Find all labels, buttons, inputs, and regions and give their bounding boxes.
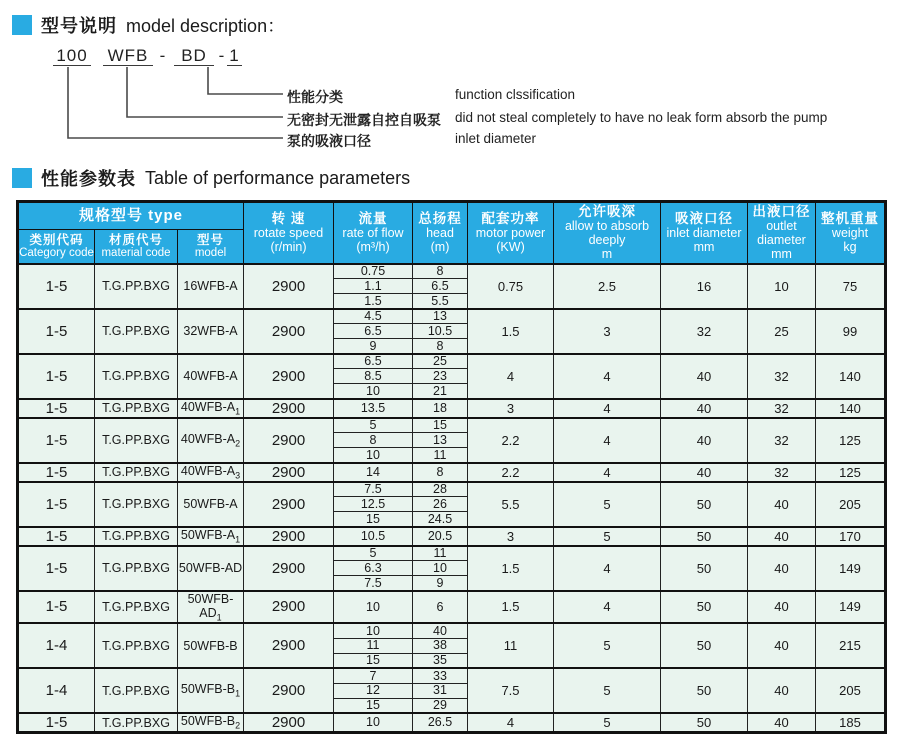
power-cell: 4 [468,354,554,399]
flow-cell: 13.5 [334,399,413,418]
model-cell: 40WFB-A [178,354,244,399]
header-type-en: type [148,206,184,224]
suction-cell: 4 [554,399,661,418]
category-cell: 1-5 [18,463,95,482]
material-cell: T.G.PP.BXG [95,668,178,713]
flow-cell: 12 [334,683,413,698]
speed-cell: 2900 [244,354,334,399]
head-cell: 31 [413,683,468,698]
head-cell: 11 [413,448,468,463]
power-cell: 2.2 [468,463,554,482]
outlet-cell: 40 [748,546,816,591]
speed-cell: 2900 [244,482,334,527]
inlet-cell: 40 [661,463,748,482]
material-cell: T.G.PP.BXG [95,309,178,354]
power-cell: 5.5 [468,482,554,527]
header-type-cn: 规格型号 [78,206,143,224]
flow-cell: 4.5 [334,309,413,324]
legend-cn-inlet-diameter: 泵的吸液口径 [287,133,371,149]
flow-cell: 7.5 [334,576,413,591]
power-cell: 4 [468,713,554,733]
head-cell: 26 [413,497,468,512]
material-cell: T.G.PP.BXG [95,591,178,624]
table-row [18,354,886,369]
category-cell: 1-5 [18,399,95,418]
head-cell: 15 [413,418,468,433]
head-cell: 11 [413,546,468,561]
category-cell: 1-5 [18,309,95,354]
legend-en-inlet-diameter: inlet diameter [455,131,537,146]
head-cell: 8 [413,463,468,482]
inlet-cell: 40 [661,399,748,418]
suction-cell: 4 [554,591,661,624]
power-cell: 1.5 [468,591,554,624]
weight-cell: 140 [816,399,886,418]
outlet-cell: 40 [748,668,816,713]
model-code-part: WFB [103,46,153,66]
legend-en-pump-type: did not steal completely to have no leak form absorb the pump [455,110,828,125]
inlet-cell: 50 [661,546,748,591]
flow-cell: 14 [334,463,413,482]
table-row [18,463,886,482]
weight-cell: 185 [816,713,886,733]
head-cell: 10 [413,561,468,576]
header-weight: 整机重量 weight kg [816,202,886,264]
suction-cell: 4 [554,354,661,399]
head-cell: 8 [413,264,468,279]
model-cell: $40WFB-A_1$ [178,399,244,418]
power-cell: 2.2 [468,418,554,463]
head-cell: 8 [413,339,468,354]
legend-cn-function-class: 性能分类 [287,89,343,105]
category-cell: 1-4 [18,668,95,713]
head-cell: 9 [413,576,468,591]
material-cell: T.G.PP.BXG [95,713,178,733]
flow-cell: 15 [334,653,413,668]
weight-cell: 140 [816,354,886,399]
power-cell: 3 [468,527,554,546]
speed-cell: 2900 [244,591,334,624]
performance-table [16,200,887,734]
head-cell: 13 [413,433,468,448]
material-cell: T.G.PP.BXG [95,623,178,668]
flow-cell: 6.5 [334,354,413,369]
legend-en-function-class: function clssification [455,87,576,102]
power-cell: 0.75 [468,264,554,309]
model-description-title [12,12,285,38]
head-cell: 6 [413,591,468,624]
weight-cell: 75 [816,264,886,309]
outlet-cell: 32 [748,418,816,463]
table-header [18,202,886,264]
speed-cell: 2900 [244,399,334,418]
speed-cell: 2900 [244,264,334,309]
table-row [18,399,886,418]
head-cell: 21 [413,384,468,399]
flow-cell: 10.5 [334,527,413,546]
weight-cell: 125 [816,418,886,463]
weight-cell: 149 [816,546,886,591]
inlet-cell: 50 [661,482,748,527]
flow-cell: 10 [334,591,413,624]
blue-square-bullet-icon [12,15,32,35]
head-cell: 23 [413,369,468,384]
flow-cell: 10 [334,623,413,638]
model-code-dash: - [159,46,167,65]
table-row [18,623,886,638]
material-cell: T.G.PP.BXG [95,546,178,591]
header-category-code: 类别代码 Category code [18,230,95,264]
inlet-cell: 40 [661,418,748,463]
performance-table-body [18,264,886,733]
head-cell: 40 [413,623,468,638]
model-cell: 32WFB-A [178,309,244,354]
model-cell: 50WFB-A [178,482,244,527]
speed-cell: 2900 [244,713,334,733]
model-cell: $40WFB-A_2$ [178,418,244,463]
flow-cell: 10 [334,384,413,399]
category-cell: 1-5 [18,264,95,309]
section-title-cn: 型号说明 [41,16,117,36]
outlet-cell: 40 [748,623,816,668]
head-cell: 28 [413,482,468,497]
head-cell: 38 [413,638,468,653]
model-code-part: BD [174,46,214,66]
flow-cell: 15 [334,512,413,527]
section-title-en: model description： [126,16,286,36]
flow-cell: 10 [334,713,413,733]
model-code-dash: - [218,46,226,65]
performance-table-title [12,165,410,191]
category-cell: 1-4 [18,623,95,668]
category-cell: 1-5 [18,354,95,399]
material-cell: T.G.PP.BXG [95,418,178,463]
header-inlet-diameter: 吸液口径 inlet diameter mm [661,202,748,264]
inlet-cell: 40 [661,354,748,399]
suction-cell: 5 [554,668,661,713]
flow-cell: 8 [334,433,413,448]
head-cell: 33 [413,668,468,683]
flow-cell: 7 [334,668,413,683]
flow-cell: 8.5 [334,369,413,384]
flow-cell: 1.5 [334,294,413,309]
head-cell: 25 [413,354,468,369]
speed-cell: 2900 [244,309,334,354]
head-cell: 24.5 [413,512,468,527]
suction-cell: 5 [554,713,661,733]
speed-cell: 2900 [244,418,334,463]
outlet-cell: 40 [748,713,816,733]
flow-cell: 12.5 [334,497,413,512]
inlet-cell: 50 [661,591,748,624]
table-row [18,713,886,733]
model-cell: $50WFB-A_1$ [178,527,244,546]
head-cell: 26.5 [413,713,468,733]
flow-cell: 6.5 [334,324,413,339]
suction-cell: 4 [554,546,661,591]
outlet-cell: 40 [748,482,816,527]
head-cell: 6.5 [413,279,468,294]
material-cell: T.G.PP.BXG [95,399,178,418]
suction-cell: 5 [554,527,661,546]
weight-cell: 170 [816,527,886,546]
category-cell: 1-5 [18,546,95,591]
head-cell: 29 [413,698,468,713]
power-cell: 1.5 [468,309,554,354]
suction-cell: 4 [554,418,661,463]
outlet-cell: 32 [748,354,816,399]
flow-cell: 6.3 [334,561,413,576]
category-cell: 1-5 [18,591,95,624]
material-cell: T.G.PP.BXG [95,354,178,399]
header-head: 总扬程 head (m) [413,202,468,264]
header-rotate-speed: 转 速 rotate speed (r/min) [244,202,334,264]
header-outlet-diameter: 出液口径 outlet diameter mm [748,202,816,264]
power-cell: 7.5 [468,668,554,713]
table-row [18,527,886,546]
header-model: 型号 model [178,230,244,264]
outlet-cell: 25 [748,309,816,354]
speed-cell: 2900 [244,668,334,713]
weight-cell: 215 [816,623,886,668]
model-code-part: 1 [227,46,242,66]
header-flow-rate: 流量 rate of flow (m³/h) [334,202,413,264]
table-row [18,546,886,561]
model-code-connector-lines [0,40,470,160]
material-cell: T.G.PP.BXG [95,482,178,527]
model-cell: 16WFB-A [178,264,244,309]
flow-cell: 10 [334,448,413,463]
suction-cell: 3 [554,309,661,354]
outlet-cell: 32 [748,463,816,482]
category-cell: 1-5 [18,482,95,527]
inlet-cell: 32 [661,309,748,354]
category-cell: 1-5 [18,713,95,733]
category-cell: 1-5 [18,418,95,463]
table-row [18,482,886,497]
table-row [18,668,886,683]
flow-cell: 15 [334,698,413,713]
material-cell: T.G.PP.BXG [95,264,178,309]
head-cell: 18 [413,399,468,418]
model-cell: $40WFB-A_3$ [178,463,244,482]
weight-cell: 149 [816,591,886,624]
legend-cn-pump-type: 无密封无泄露自控自吸泵 [287,112,441,128]
flow-cell: 1.1 [334,279,413,294]
power-cell: 1.5 [468,546,554,591]
head-cell: 20.5 [413,527,468,546]
flow-cell: 0.75 [334,264,413,279]
table-row [18,418,886,433]
model-code-part: 100 [53,46,91,66]
outlet-cell: 40 [748,527,816,546]
speed-cell: 2900 [244,527,334,546]
table-row [18,309,886,324]
header-suction-depth: 允许吸深 allow to absorb deeply m [554,202,661,264]
suction-cell: 2.5 [554,264,661,309]
weight-cell: 205 [816,482,886,527]
head-cell: 13 [413,309,468,324]
suction-cell: 4 [554,463,661,482]
section-title-en: Table of performance parameters [145,167,411,188]
outlet-cell: 40 [748,591,816,624]
header-motor-power: 配套功率 motor power (KW) [468,202,554,264]
table-row [18,264,886,279]
model-cell: $50WFB-B_2$ [178,713,244,733]
power-cell: 3 [468,399,554,418]
flow-cell: 7.5 [334,482,413,497]
inlet-cell: 50 [661,713,748,733]
model-cell: $50WFB-AD_1$ [178,591,244,624]
speed-cell: 2900 [244,463,334,482]
flow-cell: 11 [334,638,413,653]
inlet-cell: 50 [661,623,748,668]
material-cell: T.G.PP.BXG [95,527,178,546]
weight-cell: 99 [816,309,886,354]
outlet-cell: 32 [748,399,816,418]
material-cell: T.G.PP.BXG [95,463,178,482]
section-title-cn: 性能参数表 [41,169,136,189]
weight-cell: 125 [816,463,886,482]
suction-cell: 5 [554,482,661,527]
model-cell: 50WFB-B [178,623,244,668]
flow-cell: 5 [334,546,413,561]
flow-cell: 9 [334,339,413,354]
head-cell: 35 [413,653,468,668]
blue-square-bullet-icon [12,168,32,188]
table-row [18,591,886,624]
outlet-cell: 10 [748,264,816,309]
header-material-code: 材质代号 material code [95,230,178,264]
head-cell: 10.5 [413,324,468,339]
inlet-cell: 16 [661,264,748,309]
model-cell: $50WFB-B_1$ [178,668,244,713]
header-type-group [18,202,244,230]
speed-cell: 2900 [244,546,334,591]
inlet-cell: 50 [661,527,748,546]
category-cell: 1-5 [18,527,95,546]
power-cell: 11 [468,623,554,668]
suction-cell: 5 [554,623,661,668]
model-cell: 50WFB-AD [178,546,244,591]
speed-cell: 2900 [244,623,334,668]
weight-cell: 205 [816,668,886,713]
inlet-cell: 50 [661,668,748,713]
flow-cell: 5 [334,418,413,433]
head-cell: 5.5 [413,294,468,309]
